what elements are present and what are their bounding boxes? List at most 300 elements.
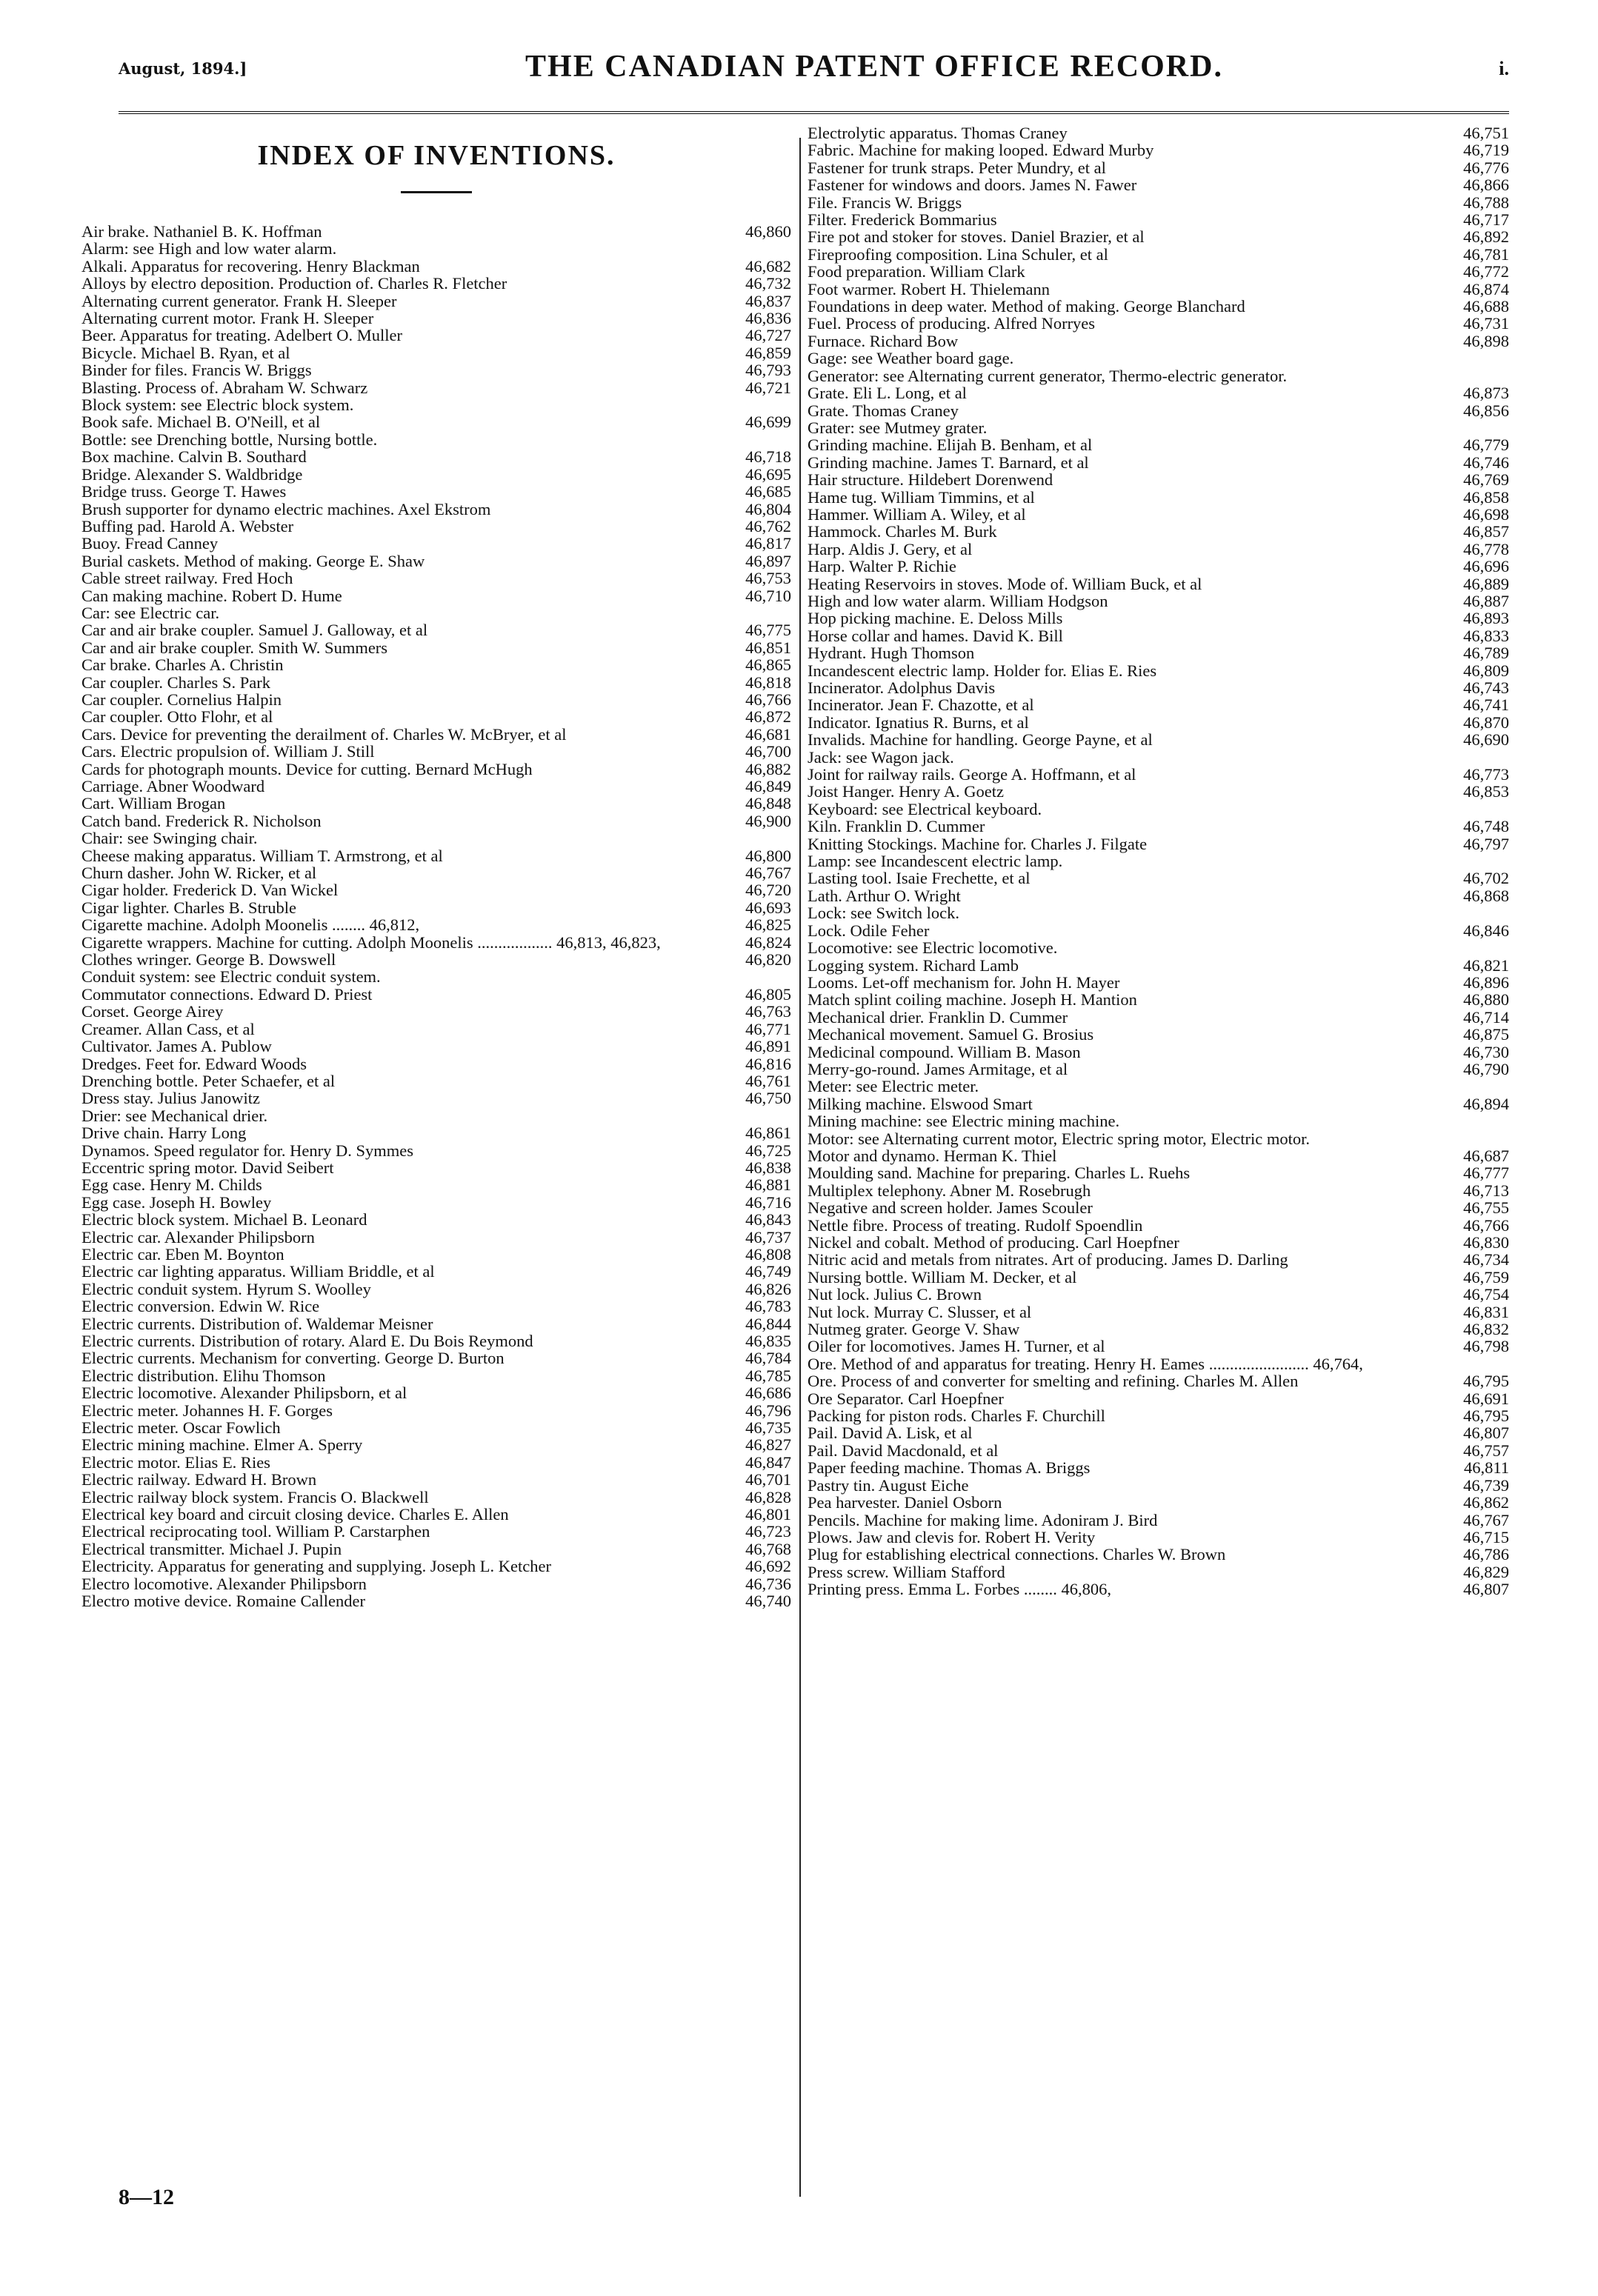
entry-patent-number: 46,896 — [1463, 972, 1509, 992]
entry-text: Cards for photograph mounts. Device for cutting. Bernard McHugh — [81, 759, 533, 778]
index-entry — [808, 1199, 1509, 1216]
index-entry — [81, 1454, 791, 1471]
entry-patent-number: 46,848 — [745, 794, 791, 813]
entry-text: Nursing bottle. William M. Decker, et al — [808, 1267, 1077, 1287]
entry-patent-number: 46,817 — [745, 534, 791, 553]
entry-patent-number: 46,816 — [745, 1054, 791, 1073]
index-entry — [81, 1194, 791, 1211]
entry-patent-number: 46,881 — [745, 1175, 791, 1195]
entry-text: Fastener for windows and doors. James N. Fawer — [808, 176, 1137, 195]
entry-patent-number: 46,811 — [1463, 1458, 1509, 1478]
entry-patent-number: 46,727 — [745, 326, 791, 345]
entry-patent-number: 46,828 — [745, 1487, 791, 1506]
index-entry — [808, 1459, 1509, 1476]
entry-text: Keyboard: see Electrical keyboard. — [808, 799, 1042, 818]
entry-text: Electric currents. Distribution of rotary. Alard E. Du Bois Reymond — [81, 1332, 533, 1350]
entry-patent-number: 46,858 — [1463, 487, 1509, 507]
index-entry — [808, 1355, 1509, 1372]
entry-patent-number: 46,829 — [1463, 1562, 1509, 1581]
entry-text: Pencils. Machine for making lime. Adoniram J. Bird — [808, 1510, 1158, 1529]
index-entry — [808, 1512, 1509, 1529]
entry-patent-number: 46,740 — [745, 1592, 791, 1611]
entry-text: Electro motive device. Romaine Callender — [81, 1592, 365, 1611]
entry-patent-number: 46,892 — [1463, 227, 1509, 247]
entry-text: Medicinal compound. William B. Mason — [808, 1042, 1081, 1061]
right-column — [808, 124, 1509, 1598]
entry-text: Creamer. Allan Cass, et al — [81, 1019, 255, 1038]
header-page-number: i. — [1499, 58, 1509, 79]
entry-text: Hop picking machine. E. Deloss Mills — [808, 609, 1063, 628]
entry-patent-number: 46,809 — [1463, 661, 1509, 680]
entry-text: Milking machine. Elswood Smart — [808, 1094, 1033, 1113]
entry-patent-number: 46,769 — [1463, 470, 1509, 490]
index-entry — [81, 674, 791, 691]
index-entry — [808, 1044, 1509, 1061]
index-entry — [808, 610, 1509, 627]
entry-patent-number: 46,685 — [745, 482, 791, 501]
entry-text: Electric car. Alexander Philipsborn — [81, 1227, 315, 1247]
entry-patent-number: 46,807 — [1463, 1580, 1509, 1599]
entry-text: Air brake. Nathaniel B. K. Hoffman — [81, 222, 322, 241]
entry-text: Conduit system: see Electric conduit system. — [81, 967, 381, 987]
index-entry — [808, 887, 1509, 904]
index-entry — [808, 402, 1509, 419]
index-entry — [81, 604, 791, 621]
index-entry — [808, 835, 1509, 852]
index-entry — [81, 1229, 791, 1246]
entry-text: Electric block system. Michael B. Leonard — [81, 1210, 367, 1229]
index-entry — [81, 1367, 791, 1384]
index-entry — [81, 621, 791, 638]
column-divider — [799, 138, 801, 2197]
entry-text: Pail. David A. Lisk, et al — [808, 1424, 973, 1443]
entry-text: Commutator connections. Edward D. Priest — [81, 984, 373, 1004]
entry-text: Ore. Method of and apparatus for treating. Henry H. Eames ........................ 46,764, — [808, 1354, 1363, 1373]
entry-patent-number: 46,832 — [1463, 1320, 1509, 1339]
index-entry — [81, 881, 791, 898]
index-entry — [808, 696, 1509, 713]
entry-text: Drier: see Mechanical drier. — [81, 1106, 268, 1125]
index-entry — [81, 1489, 791, 1506]
entry-patent-number: 46,714 — [1463, 1007, 1509, 1027]
entry-text: Bridge. Alexander S. Waldbridge — [81, 464, 303, 484]
index-entry — [808, 1477, 1509, 1494]
entry-patent-number: 46,700 — [745, 742, 791, 761]
index-entry — [81, 535, 791, 552]
index-entry — [81, 1072, 791, 1089]
index-entry — [81, 951, 791, 968]
entry-patent-number: 46,870 — [1463, 713, 1509, 732]
index-entry — [808, 384, 1509, 401]
index-entry — [81, 1124, 791, 1141]
index-entry — [81, 743, 791, 760]
index-entry — [81, 1246, 791, 1263]
entry-text: Hame tug. William Timmins, et al — [808, 487, 1035, 507]
entry-text: Lock. Odile Feher — [808, 921, 930, 940]
entry-patent-number: 46,732 — [745, 274, 791, 293]
entry-text: Locomotive: see Electric locomotive. — [808, 938, 1058, 958]
index-entry — [808, 1338, 1509, 1355]
entry-patent-number: 46,857 — [1463, 522, 1509, 541]
entry-text: Plows. Jaw and clevis for. Robert H. Verity — [808, 1527, 1096, 1546]
entry-text: Electric meter. Oscar Fowlich — [81, 1418, 281, 1438]
entry-text: Dredges. Feet for. Edward Woods — [81, 1054, 307, 1073]
entry-text: Nitric acid and metals from nitrates. Art of producing. James D. Darling — [808, 1250, 1288, 1269]
index-entry — [81, 1315, 791, 1332]
index-entry — [808, 1061, 1509, 1078]
entry-text: Fabric. Machine for making looped. Edward Murby — [808, 141, 1154, 160]
index-entry — [808, 818, 1509, 835]
entry-text: Corset. George Airey — [81, 1002, 224, 1021]
entry-patent-number: 46,861 — [745, 1124, 791, 1143]
entry-text: Hammer. William A. Wiley, et al — [808, 504, 1026, 524]
index-entry — [808, 211, 1509, 228]
entry-text: High and low water alarm. William Hodgson — [808, 591, 1108, 610]
entry-text: Logging system. Richard Lamb — [808, 955, 1019, 975]
entry-text: Filter. Frederick Bommarius — [808, 210, 997, 230]
index-entry — [81, 934, 791, 951]
entry-patent-number: 46,735 — [745, 1418, 791, 1438]
index-entry — [81, 656, 791, 673]
entry-text: Press screw. William Stafford — [808, 1562, 1005, 1581]
index-entry — [81, 899, 791, 916]
entry-patent-number: 46,749 — [745, 1262, 791, 1281]
entry-text: Hydrant. Hugh Thomson — [808, 644, 975, 663]
entry-text: Burial caskets. Method of making. George E. Shaw — [81, 551, 425, 570]
entry-patent-number: 46,836 — [745, 309, 791, 328]
entry-text: Cigarette machine. Adolph Moonelis ........ 46,812, — [81, 915, 420, 935]
entry-text: Car: see Electric car. — [81, 603, 220, 622]
index-entry — [81, 1038, 791, 1055]
index-entry — [808, 974, 1509, 991]
entry-text: Foot warmer. Robert H. Thielemann — [808, 279, 1051, 298]
index-entry — [81, 778, 791, 795]
entry-patent-number: 46,866 — [1463, 176, 1509, 195]
entry-text: Electric railway. Edward H. Brown — [81, 1470, 317, 1489]
entry-patent-number: 46,788 — [1463, 193, 1509, 212]
index-entry — [81, 1592, 791, 1609]
entry-text: Electric car lighting apparatus. William Briddle, et al — [81, 1262, 435, 1281]
entry-patent-number: 46,797 — [1463, 834, 1509, 853]
index-entry — [81, 1142, 791, 1159]
index-entry — [808, 454, 1509, 471]
entry-text: Grate. Thomas Craney — [808, 401, 959, 420]
index-entry — [808, 436, 1509, 453]
index-entry — [81, 916, 791, 933]
entry-text: Car coupler. Charles S. Park — [81, 673, 270, 692]
index-entry — [808, 1529, 1509, 1546]
entry-text: Heating Reservoirs in stoves. Mode of. William Buck, et al — [808, 574, 1202, 593]
entry-text: Cars. Device for preventing the derailment of. Charles W. McBryer, et al — [81, 724, 567, 744]
entry-patent-number: 46,790 — [1463, 1059, 1509, 1078]
entry-text: Eccentric spring motor. David Seibert — [81, 1158, 334, 1177]
index-entry — [81, 1003, 791, 1020]
entry-text: Electrical reciprocating tool. William P. Carstarphen — [81, 1522, 430, 1541]
entry-patent-number: 46,743 — [1463, 678, 1509, 697]
entry-text: Harp. Walter P. Richie — [808, 557, 956, 576]
index-entry — [808, 159, 1509, 176]
entry-patent-number: 46,880 — [1463, 990, 1509, 1009]
entry-text: Cultivator. James A. Publow — [81, 1037, 272, 1056]
entry-patent-number: 46,873 — [1463, 384, 1509, 403]
index-entry — [808, 1112, 1509, 1129]
index-entry — [808, 593, 1509, 610]
index-entry — [81, 1402, 791, 1419]
entry-patent-number: 46,723 — [745, 1522, 791, 1541]
entry-text: Beer. Apparatus for treating. Adelbert O. Muller — [81, 326, 403, 345]
entry-text: Indicator. Ignatius R. Burns, et al — [808, 713, 1029, 732]
entry-patent-number: 46,687 — [1463, 1146, 1509, 1165]
entry-text: Generator: see Alternating current generator, Thermo-electric generator. — [808, 366, 1288, 385]
entry-patent-number: 46,826 — [745, 1279, 791, 1298]
entry-patent-number: 46,900 — [745, 811, 791, 830]
index-entry — [808, 176, 1509, 193]
index-entry — [808, 1442, 1509, 1459]
index-entry — [81, 413, 791, 430]
entry-text: Nutmeg grater. George V. Shaw — [808, 1320, 1020, 1339]
index-entry — [81, 275, 791, 292]
entry-patent-number: 46,702 — [1463, 869, 1509, 888]
entry-text: Car brake. Charles A. Christin — [81, 655, 284, 675]
entry-patent-number: 46,721 — [745, 378, 791, 397]
index-entry — [808, 489, 1509, 506]
entry-patent-number: 46,868 — [1463, 886, 1509, 905]
entry-patent-number: 46,754 — [1463, 1285, 1509, 1304]
index-entry — [808, 1546, 1509, 1563]
entry-patent-number: 46,718 — [745, 447, 791, 467]
index-entry — [808, 506, 1509, 523]
entry-patent-number: 46,894 — [1463, 1094, 1509, 1113]
entry-patent-number: 46,824 — [745, 932, 791, 952]
entry-patent-number: 46,757 — [1463, 1441, 1509, 1460]
entry-text: Electric mining machine. Elmer A. Sperry — [81, 1435, 363, 1455]
index-title: INDEX OF INVENTIONS. — [257, 140, 616, 171]
entry-text: Ore. Process of and converter for smelting and refining. Charles M. Allen — [808, 1372, 1299, 1391]
entry-patent-number: 46,843 — [745, 1210, 791, 1229]
entry-patent-number: 46,872 — [745, 707, 791, 727]
entry-patent-number: 46,766 — [1463, 1215, 1509, 1235]
index-entry — [81, 570, 791, 587]
index-entry — [808, 731, 1509, 748]
right-entries — [808, 124, 1509, 1598]
entry-patent-number: 46,837 — [745, 291, 791, 310]
entry-text: Plug for establishing electrical connections. Charles W. Brown — [808, 1545, 1226, 1564]
entry-text: Grinding machine. Elijah B. Benham, et al — [808, 435, 1093, 455]
entry-patent-number: 46,875 — [1463, 1025, 1509, 1044]
entry-text: Incinerator. Jean F. Chazotte, et al — [808, 695, 1034, 715]
index-entry — [808, 246, 1509, 263]
entry-patent-number: 46,739 — [1463, 1475, 1509, 1495]
index-entry — [808, 749, 1509, 766]
entry-text: Buffing pad. Harold A. Webster — [81, 516, 294, 535]
entry-text: Printing press. Emma L. Forbes ........ 46,806, — [808, 1580, 1111, 1599]
entry-text: Carriage. Abner Woodward — [81, 777, 265, 795]
entry-patent-number: 46,682 — [745, 256, 791, 276]
entry-patent-number: 46,838 — [745, 1158, 791, 1177]
entry-text: Car coupler. Cornelius Halpin — [81, 690, 282, 709]
entry-patent-number: 46,860 — [745, 222, 791, 241]
index-entry — [808, 922, 1509, 939]
entry-text: Incinerator. Adolphus Davis — [808, 678, 996, 697]
index-entry — [808, 627, 1509, 644]
entry-patent-number: 46,759 — [1463, 1267, 1509, 1287]
entry-text: Pastry tin. August Eiche — [808, 1475, 969, 1495]
index-entry — [808, 1026, 1509, 1043]
entry-text: Drenching bottle. Peter Schaefer, et al — [81, 1071, 336, 1090]
entry-patent-number: 46,859 — [745, 343, 791, 362]
index-entry — [808, 367, 1509, 384]
index-entry — [81, 327, 791, 344]
index-entry — [808, 124, 1509, 141]
index-entry — [808, 1130, 1509, 1147]
index-entry — [808, 263, 1509, 280]
entry-text: Fastener for trunk straps. Peter Mundry, et al — [808, 158, 1106, 177]
index-entry — [808, 679, 1509, 696]
index-entry — [808, 1095, 1509, 1112]
entry-text: Electrolytic apparatus. Thomas Craney — [808, 124, 1068, 142]
entry-text: Alarm: see High and low water alarm. — [81, 239, 337, 258]
index-entry — [81, 258, 791, 275]
entry-text: Ore Separator. Carl Hoepfner — [808, 1389, 1004, 1408]
page-footer: 8—12 — [119, 2185, 174, 2209]
index-entry — [808, 1182, 1509, 1199]
entry-patent-number: 46,801 — [745, 1505, 791, 1524]
entry-patent-number: 46,849 — [745, 777, 791, 795]
entry-text: Car and air brake coupler. Samuel J. Galloway, et al — [81, 621, 428, 640]
index-entry — [808, 939, 1509, 956]
entry-text: Cigar holder. Frederick D. Van Wickel — [81, 881, 339, 900]
entry-text: Dynamos. Speed regulator for. Henry D. Symmes — [81, 1141, 414, 1160]
index-entry — [81, 1384, 791, 1401]
entry-text: Clothes wringer. George B. Dowswell — [81, 950, 336, 970]
entry-text: Lock: see Switch lock. — [808, 904, 959, 923]
entry-patent-number: 46,767 — [1463, 1510, 1509, 1529]
index-entry — [81, 1263, 791, 1280]
entry-text: Blasting. Process of. Abraham W. Schwarz — [81, 378, 368, 397]
entry-patent-number: 46,786 — [1463, 1545, 1509, 1564]
index-entry — [808, 1009, 1509, 1026]
entry-patent-number: 46,772 — [1463, 262, 1509, 281]
entry-patent-number: 46,893 — [1463, 609, 1509, 628]
index-entry — [808, 575, 1509, 593]
entry-text: Cable street railway. Fred Hoch — [81, 569, 293, 588]
left-entries — [81, 223, 791, 1610]
entry-text: Car and air brake coupler. Smith W. Summers — [81, 638, 388, 657]
entry-text: Oiler for locomotives. James H. Turner, et al — [808, 1337, 1105, 1356]
index-entry — [81, 293, 791, 310]
entry-patent-number: 46,830 — [1463, 1233, 1509, 1252]
entry-patent-number: 46,818 — [745, 673, 791, 692]
entry-text: Lamp: see Incandescent electric lamp. — [808, 852, 1063, 871]
entry-patent-number: 46,798 — [1463, 1337, 1509, 1356]
index-entry — [81, 1055, 791, 1072]
entry-text: Food preparation. William Clark — [808, 262, 1025, 281]
index-entry — [808, 1494, 1509, 1511]
entry-text: Electrical key board and circuit closing device. Charles E. Allen — [81, 1505, 509, 1524]
entry-patent-number: 46,776 — [1463, 158, 1509, 177]
entry-text: Fireproofing composition. Lina Schuler, et al — [808, 244, 1108, 264]
entry-text: Multiplex telephony. Abner M. Rosebrugh — [808, 1181, 1091, 1200]
entry-patent-number: 46,805 — [745, 984, 791, 1004]
index-entry — [808, 298, 1509, 315]
index-entry — [81, 1159, 791, 1176]
index-entry — [81, 726, 791, 743]
entry-patent-number: 46,730 — [1463, 1042, 1509, 1061]
entry-patent-number: 46,768 — [745, 1539, 791, 1558]
entry-text: Egg case. Joseph H. Bowley — [81, 1192, 272, 1212]
entry-patent-number: 46,696 — [1463, 557, 1509, 576]
entry-text: Electro locomotive. Alexander Philipsborn — [81, 1574, 367, 1593]
entry-text: Mechanical drier. Franklin D. Cummer — [808, 1007, 1068, 1027]
index-entry — [81, 1436, 791, 1453]
entry-text: Hammock. Charles M. Burk — [808, 522, 997, 541]
index-entry — [81, 1211, 791, 1228]
entry-text: Mining machine: see Electric mining machine. — [808, 1112, 1120, 1131]
entry-text: Electric conduit system. Hyrum S. Woolley — [81, 1279, 371, 1298]
index-entry — [81, 1558, 791, 1575]
entry-patent-number: 46,851 — [745, 638, 791, 657]
entry-text: Car coupler. Otto Flohr, et al — [81, 707, 273, 727]
entry-text: Electric currents. Mechanism for converting. George D. Burton — [81, 1349, 505, 1368]
entry-patent-number: 46,773 — [1463, 765, 1509, 784]
entry-text: Alternating current motor. Frank H. Sleeper — [81, 309, 374, 328]
entry-text: Chair: see Swinging chair. — [81, 829, 258, 848]
index-entry — [808, 1269, 1509, 1286]
entry-text: Negative and screen holder. James Scouler — [808, 1198, 1093, 1218]
entry-text: Cart. William Brogan — [81, 794, 226, 813]
entry-text: Hair structure. Hildebert Dorenwend — [808, 470, 1053, 490]
entry-text: Horse collar and hames. David K. Bill — [808, 626, 1063, 645]
entry-patent-number: 46,795 — [1463, 1372, 1509, 1391]
entry-patent-number: 46,835 — [745, 1332, 791, 1350]
index-entry — [81, 361, 791, 378]
entry-text: Brush supporter for dynamo electric machines. Axel Ekstrom — [81, 499, 491, 518]
entry-text: Moulding sand. Machine for preparing. Charles L. Ruehs — [808, 1164, 1191, 1183]
index-entry — [808, 194, 1509, 211]
entry-text: Dress stay. Julius Janowitz — [81, 1089, 261, 1108]
entry-patent-number: 46,789 — [1463, 644, 1509, 663]
index-entry — [808, 419, 1509, 436]
index-entry — [81, 379, 791, 396]
index-entry — [808, 1251, 1509, 1268]
index-entry — [808, 281, 1509, 298]
entry-text: Harp. Aldis J. Gery, et al — [808, 539, 973, 558]
entry-text: Furnace. Richard Bow — [808, 331, 959, 350]
index-entry — [81, 691, 791, 708]
index-entry — [808, 1164, 1509, 1181]
index-entry — [81, 1541, 791, 1558]
index-entry — [81, 501, 791, 518]
index-entry — [81, 864, 791, 881]
entry-patent-number: 46,882 — [745, 759, 791, 778]
entry-patent-number: 46,831 — [1463, 1302, 1509, 1321]
index-entry — [808, 801, 1509, 818]
entry-patent-number: 46,844 — [745, 1314, 791, 1333]
entry-text: Lasting tool. Isaie Frechette, et al — [808, 869, 1031, 888]
entry-patent-number: 46,750 — [745, 1089, 791, 1108]
entry-text: Pail. David Macdonald, et al — [808, 1441, 999, 1460]
entry-patent-number: 46,748 — [1463, 817, 1509, 836]
index-entry — [808, 1424, 1509, 1441]
index-entry — [81, 847, 791, 864]
entry-text: Kiln. Franklin D. Cummer — [808, 817, 985, 836]
entry-text: Electric locomotive. Alexander Philipsborn, et al — [81, 1384, 407, 1403]
entry-text: Bicycle. Michael B. Ryan, et al — [81, 343, 290, 362]
entry-patent-number: 46,865 — [745, 655, 791, 675]
entry-patent-number: 46,751 — [1463, 124, 1509, 142]
index-entry — [808, 714, 1509, 731]
index-entry — [81, 483, 791, 500]
